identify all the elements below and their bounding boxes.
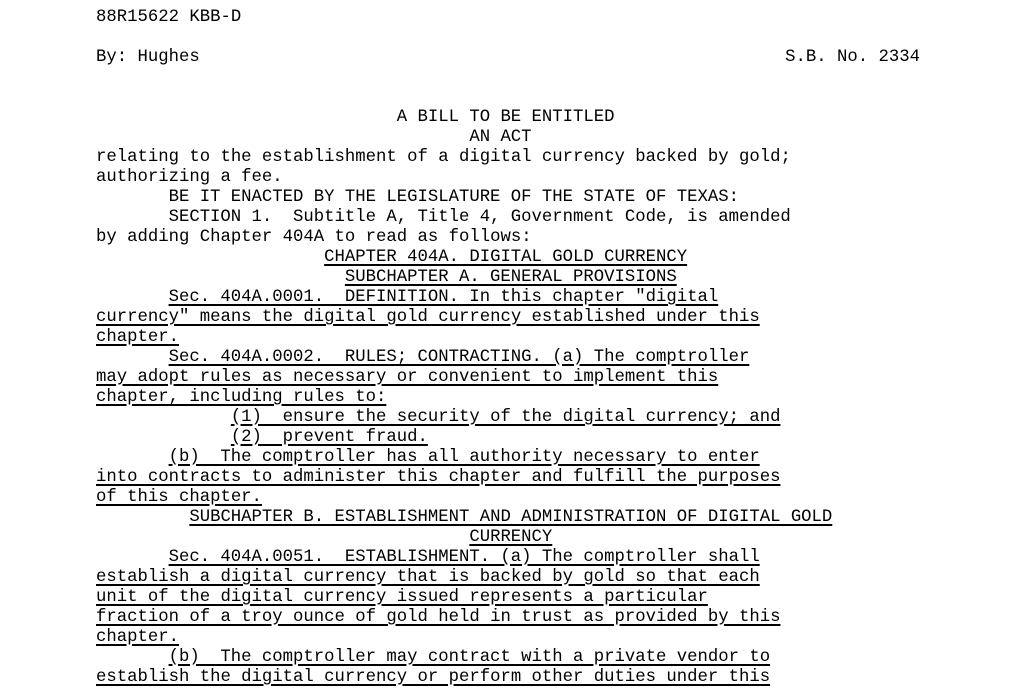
- document-line-text: (2) prevent fraud.: [230, 428, 428, 447]
- document-line: [96, 268, 832, 288]
- document-line-text: SECTION 1. Subtitle A, Title 4, Government Code, is amended: [168, 208, 791, 227]
- document-line: [96, 548, 832, 568]
- filing-code: 88R15622 KBB-D: [96, 8, 242, 27]
- byline-row: [96, 48, 920, 68]
- document-line-text: (b) The comptroller may contract with a private vendor to: [168, 648, 771, 667]
- document-line: [96, 588, 832, 608]
- document-line-text: chapter.: [96, 628, 179, 647]
- document-line-text: unit of the digital currency issued represents a particular: [96, 588, 708, 607]
- document-line: [96, 368, 832, 388]
- document-line: [96, 528, 832, 548]
- document-line-text: chapter.: [96, 328, 179, 347]
- document-line: [96, 248, 832, 268]
- document-line-text: into contracts to administer this chapter and fulfill the purposes: [96, 468, 781, 487]
- document-line-text: SUBCHAPTER B. ESTABLISHMENT AND ADMINISTRATION OF DIGITAL GOLD: [189, 508, 833, 527]
- document-line: [96, 148, 832, 168]
- document-line: [96, 428, 832, 448]
- document-line: [96, 628, 832, 648]
- document-line: [96, 108, 832, 128]
- document-line-text: of this chapter.: [96, 488, 262, 507]
- document-line-text: authorizing a fee.: [96, 168, 283, 187]
- document-line-text: (1) ensure the security of the digital currency; and: [230, 408, 781, 427]
- document-line: [96, 648, 832, 668]
- document-line: [96, 608, 832, 628]
- document-line: [96, 348, 832, 368]
- document-line-text: Sec. 404A.0001. DEFINITION. In this chapter "digital: [168, 288, 719, 307]
- document-line: [96, 288, 832, 308]
- document-line-text: may adopt rules as necessary or convenient to implement this: [96, 368, 719, 387]
- document-line-text: AN ACT: [469, 128, 532, 147]
- document-line-text: CURRENCY: [469, 528, 553, 547]
- document-line-text: BE IT ENACTED BY THE LEGISLATURE OF THE STATE OF TEXAS:: [168, 188, 739, 207]
- document-line-text: currency" means the digital gold currency established under this: [96, 308, 760, 327]
- document-line: [96, 408, 832, 428]
- document-line-text: CHAPTER 404A. DIGITAL GOLD CURRENCY: [324, 248, 688, 267]
- document-line-text: (b) The comptroller has all authority necessary to enter: [168, 448, 760, 467]
- document-line: [96, 128, 832, 148]
- document-line-text: by adding Chapter 404A to read as follows:: [96, 228, 532, 247]
- document-line-text: Sec. 404A.0051. ESTABLISHMENT. (a) The comptroller shall: [168, 548, 760, 567]
- document-body: [96, 108, 832, 688]
- document-line: [96, 448, 832, 468]
- document-line: [96, 188, 832, 208]
- document-line: [96, 388, 832, 408]
- document-line: [96, 668, 832, 688]
- document-line: [96, 488, 832, 508]
- document-line: [96, 168, 832, 188]
- document-line: [96, 468, 832, 488]
- document-line-text: fraction of a troy ounce of gold held in trust as provided by this: [96, 608, 781, 627]
- document-line-text: establish the digital currency or perform other duties under this: [96, 668, 771, 687]
- document-line-text: relating to the establishment of a digital currency backed by gold;: [96, 148, 791, 167]
- document-line-text: chapter, including rules to:: [96, 388, 387, 407]
- document-line-text: SUBCHAPTER A. GENERAL PROVISIONS: [344, 268, 677, 287]
- author-line: By: Hughes: [96, 48, 200, 67]
- bill-number: S.B. No. 2334: [785, 48, 920, 67]
- document-line: [96, 568, 832, 588]
- document-line: [96, 308, 832, 328]
- document-line-text: Sec. 404A.0002. RULES; CONTRACTING. (a) The comptroller: [168, 348, 750, 367]
- document-line: [96, 208, 832, 228]
- document-line: [96, 328, 832, 348]
- document-line: [96, 228, 832, 248]
- document-line-text: establish a digital currency that is backed by gold so that each: [96, 568, 760, 587]
- document-line: [96, 508, 832, 528]
- document-line-text: A BILL TO BE ENTITLED: [396, 108, 615, 127]
